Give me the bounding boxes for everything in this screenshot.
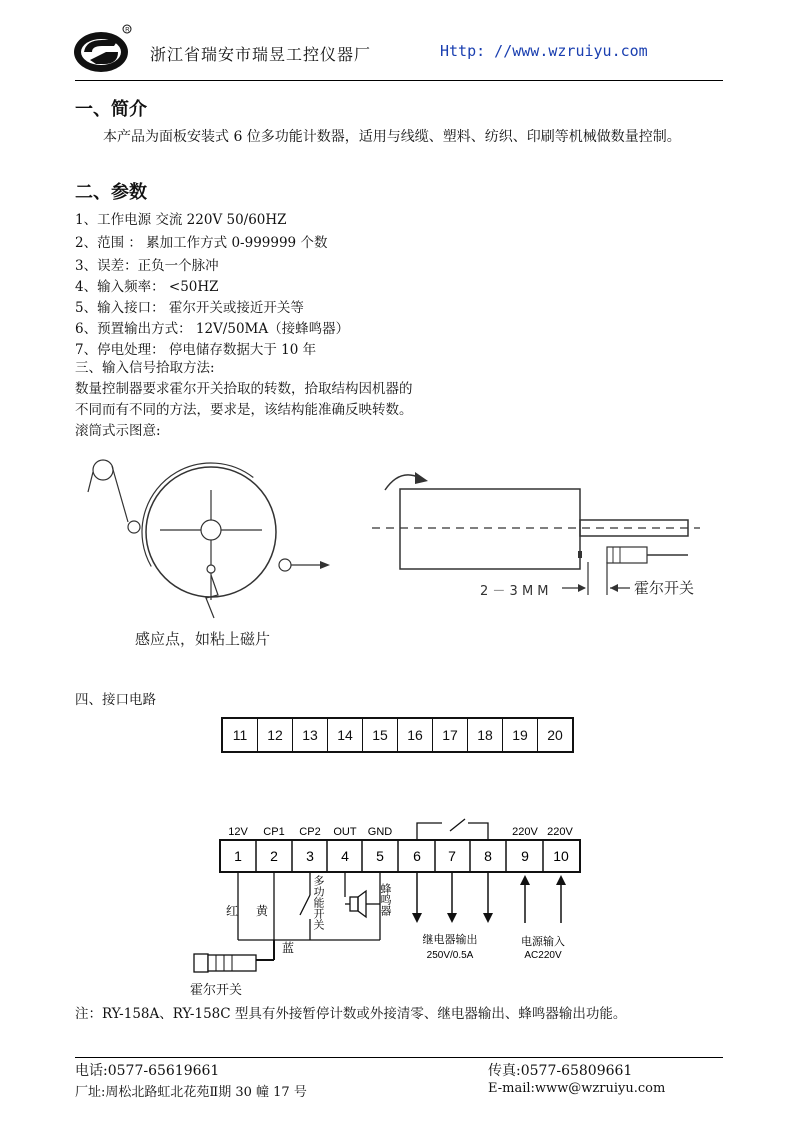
- drum-diagram-caption: 滚筒式示图意:: [75, 423, 161, 439]
- svg-text:R: R: [125, 27, 130, 34]
- terminal-cell: 17: [433, 719, 468, 751]
- footer-divider: [75, 1057, 723, 1058]
- terminal-number: 8: [484, 848, 492, 864]
- param-line: 3、误差：正负一个脉冲: [75, 258, 219, 274]
- param-line: 4、输入频率： <50HZ: [75, 279, 219, 295]
- terminal-number: 5: [376, 848, 384, 864]
- terminal-cell: 14: [328, 719, 363, 751]
- interface-title: 四、接口电路: [75, 692, 156, 708]
- terminal-number: 2: [270, 848, 278, 864]
- terminal-number: 7: [448, 848, 456, 864]
- pin-label: CP1: [263, 826, 285, 838]
- pin-label: OUT: [333, 826, 357, 838]
- footer-address: 厂址:周松北路虹北花苑Ⅱ期 30 幢 17 号: [75, 1085, 307, 1100]
- wire-red-label: 红: [226, 904, 239, 918]
- terminal-cell: 12: [258, 719, 293, 751]
- website-link[interactable]: Http: //www.wzruiyu.com: [440, 42, 648, 60]
- section-params-title: 二、参数: [75, 182, 147, 203]
- param-line: 5、输入接口： 霍尔开关或接近开关等: [75, 300, 304, 316]
- company-name: 浙江省瑞安市瑞昱工控仪器厂: [150, 45, 372, 64]
- relay-output-label: 继电器输出: [422, 934, 478, 946]
- terminal-number: 1: [234, 848, 242, 864]
- terminal-cell: 19: [503, 719, 538, 751]
- terminal-cell: 18: [468, 719, 503, 751]
- param-line: 6、预置输出方式： 12V/50MA（接蜂鸣器）: [75, 321, 350, 337]
- terminal-number: 6: [413, 848, 421, 864]
- input-method-desc: 不同而有不同的方法，要求是，该结构能准确反映转数。: [75, 402, 413, 418]
- power-spec-label: AC220V: [524, 950, 562, 961]
- pin-label: 220V: [512, 826, 538, 838]
- wire-yellow-label: 黄: [256, 904, 269, 918]
- param-line: 7、停电处理： 停电储存数据大于 10 年: [75, 342, 317, 358]
- terminal-number: 9: [521, 848, 529, 864]
- terminal-number: 10: [553, 848, 569, 864]
- hall-switch-caption: 霍尔开关: [190, 983, 243, 998]
- header-divider: [75, 80, 723, 81]
- terminal-number: 3: [306, 848, 314, 864]
- gap-label: 2 － 3 M M: [480, 584, 549, 599]
- footer-fax: 传真:0577-65809661: [488, 1063, 633, 1079]
- terminal-cell: 13: [293, 719, 328, 751]
- hall-switch-label: 霍尔开关: [634, 579, 695, 597]
- pin-label: CP2: [299, 826, 321, 838]
- sense-point-label: 感应点，如粘上磁片: [135, 630, 271, 648]
- footer-email[interactable]: E-mail:www@wzruiyu.com: [488, 1081, 666, 1096]
- wire-blue-label: 蓝: [282, 941, 295, 955]
- pin-label: 12V: [228, 826, 248, 838]
- pin-label: 220V: [547, 826, 573, 838]
- multi-switch-label: 多功能开关: [312, 875, 324, 930]
- terminal-cell: 15: [363, 719, 398, 751]
- intro-text: 本产品为面板安装式 6 位多功能计数器，适用与线缆、塑料、纺织、印刷等机械做数量控制。: [103, 129, 681, 145]
- param-line: 2、范围 ： 累加工作方式 0-999999 个数: [75, 235, 328, 251]
- model-note: 注：RY-158A、RY-158C 型具有外接暂停计数或外接清零、继电器输出、蜂鸣器输出功能。: [75, 1006, 627, 1022]
- terminal-cell: 11: [223, 719, 258, 751]
- terminal-number: 4: [341, 848, 349, 864]
- relay-spec-label: 250V/0.5A: [426, 950, 474, 961]
- param-line: 1、工作电源 交流 220V 50/60HZ: [75, 212, 287, 228]
- top-terminal-block: [221, 717, 574, 753]
- power-input-label: 电源输入: [521, 936, 565, 948]
- buzzer-label: 蜂鸣器: [379, 883, 391, 916]
- input-method-title: 三、输入信号拾取方法:: [75, 360, 215, 376]
- section-intro-title: 一、简介: [75, 99, 147, 120]
- input-method-desc: 数量控制器要求霍尔开关拾取的转数，拾取结构因机器的: [75, 381, 413, 397]
- terminal-cell: 20: [547, 727, 563, 743]
- wiring-diagram: [180, 815, 600, 985]
- footer-phone: 电话:0577-65619661: [75, 1063, 220, 1079]
- pin-label: GND: [367, 826, 393, 838]
- company-logo: [72, 22, 134, 78]
- terminal-cell: 16: [398, 719, 433, 751]
